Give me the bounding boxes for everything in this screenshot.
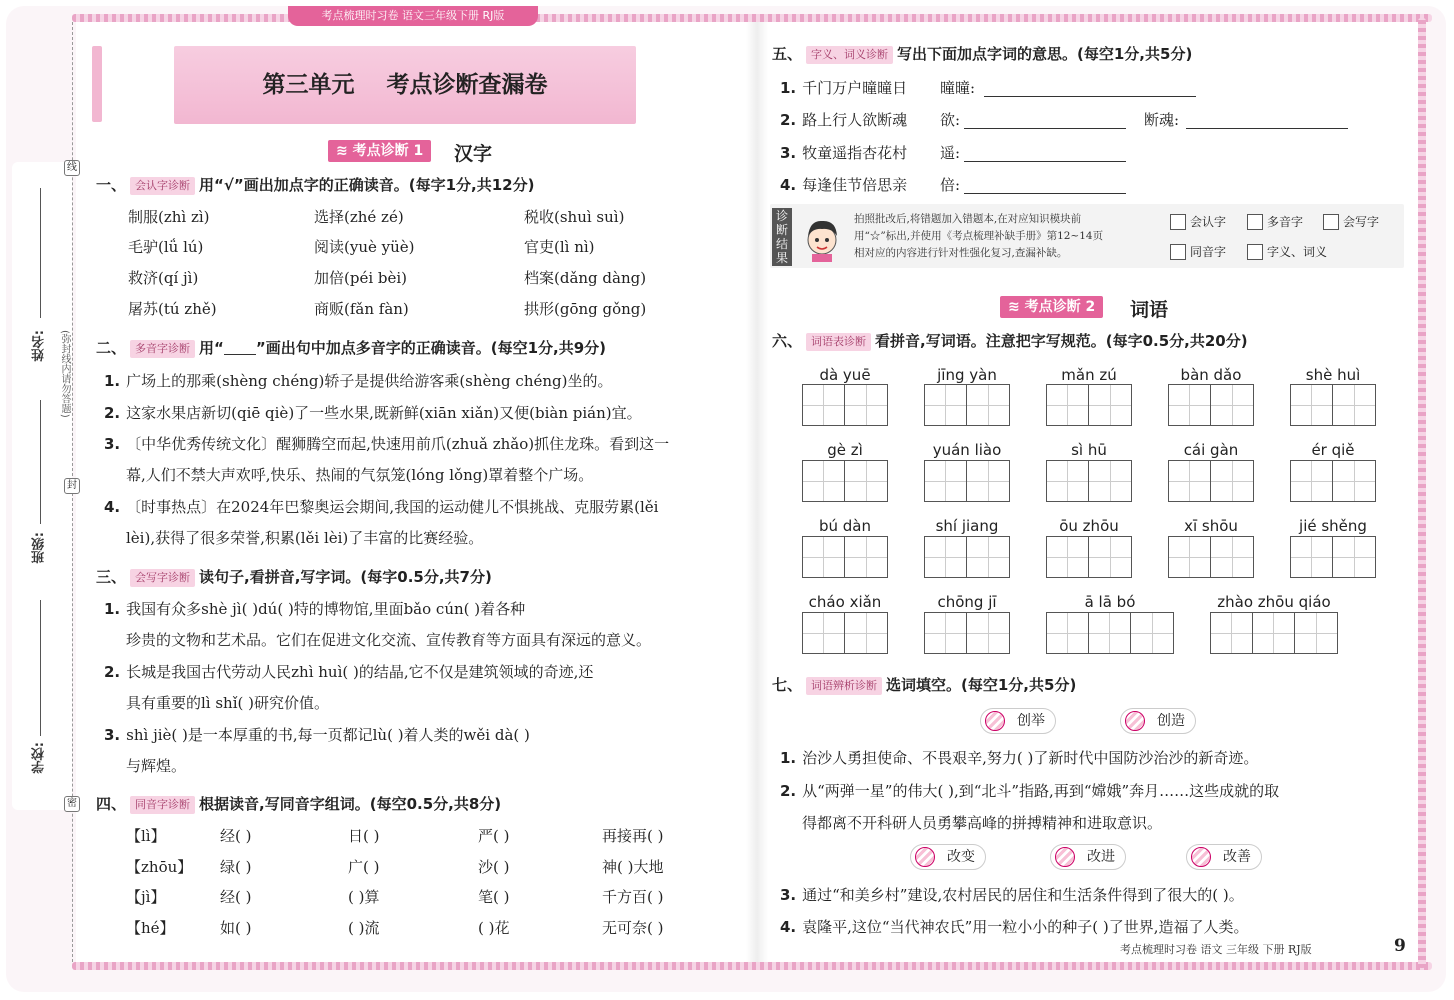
word-option-label: 改变 bbox=[947, 849, 975, 865]
checkbox-label: 同音字 bbox=[1190, 245, 1227, 259]
q7-line-4[interactable] bbox=[780, 917, 1249, 937]
name-label: 姓名: bbox=[32, 330, 47, 362]
q6-pinyin: jié shěng bbox=[1299, 517, 1367, 535]
q3-line-1b: 珍贵的文物和艺术品。它们在促进文化交流、宣传教育等方面具有深远的意义。 bbox=[126, 631, 652, 649]
word-option-label: 创举 bbox=[1017, 713, 1045, 729]
q6-number: 六、 bbox=[772, 332, 803, 350]
q3-tag: 会写字诊断 bbox=[130, 569, 195, 587]
q7-num: 2. bbox=[780, 782, 797, 800]
q4-pinyin: 【lì】 bbox=[126, 827, 166, 845]
q4-blank[interactable]: 如( ) bbox=[220, 919, 252, 937]
binding-mark-secret: 密 bbox=[64, 796, 80, 812]
q1-item[interactable]: 商贩(fǎn fàn) bbox=[314, 300, 409, 318]
q6-pinyin: xī shōu bbox=[1184, 517, 1238, 535]
binding-mark-line: 线 bbox=[64, 160, 80, 176]
q1-item[interactable]: 选择(zhé zé) bbox=[314, 208, 404, 226]
q4-blank[interactable]: 神( )大地 bbox=[602, 858, 664, 876]
q6-pinyin: mǎn zú bbox=[1061, 366, 1117, 384]
q1-item[interactable]: 制服(zhì zì) bbox=[128, 208, 210, 226]
q1-item[interactable]: 官吏(lì nì) bbox=[524, 238, 595, 256]
q7-line-1[interactable] bbox=[780, 748, 1258, 768]
q4-pinyin: 【zhōu】 bbox=[126, 858, 193, 876]
q6-grid[interactable] bbox=[1210, 612, 1338, 654]
q4-blank[interactable]: 严( ) bbox=[478, 827, 510, 845]
word-option-label: 改进 bbox=[1087, 849, 1115, 865]
q3-header bbox=[96, 567, 492, 587]
q5-item-1 bbox=[780, 78, 907, 98]
q7-text: 从“两弹一星”的伟大( ),到“北斗”指路,再到“嫦娥”奔月……这些成就的取 bbox=[802, 782, 1280, 800]
q4-blank[interactable]: 千方百( ) bbox=[602, 888, 664, 906]
q3-line-2[interactable] bbox=[104, 662, 593, 682]
q3-line-3[interactable] bbox=[104, 725, 530, 745]
q1-item[interactable]: 救济(qí jì) bbox=[128, 269, 199, 287]
q1-instruction: 用“√”画出加点字的正确读音。(每字1分,共12分) bbox=[199, 176, 535, 194]
q3-text: 我国有众多shè jì( )dú( )特的博物馆,里面bǎo cún( )着各种 bbox=[126, 600, 526, 618]
q4-blank[interactable]: 再接再( ) bbox=[602, 827, 664, 845]
q6-grid[interactable] bbox=[924, 384, 1010, 426]
q5-label: 曈曈: bbox=[940, 79, 976, 97]
q7-line-3[interactable] bbox=[780, 885, 1244, 905]
q6-tag: 词语表诊断 bbox=[806, 333, 871, 351]
q6-header bbox=[772, 331, 1248, 351]
q5-label: 断魂: bbox=[1144, 111, 1180, 129]
q6-pinyin: yuán liào bbox=[932, 441, 1002, 459]
q5-tag: 字义、词义诊断 bbox=[806, 46, 893, 64]
q4-tag: 同音字诊断 bbox=[130, 796, 195, 814]
q2-number: 二、 bbox=[96, 339, 127, 357]
q2-line-4b[interactable]: lèi),获得了很多荣誉,积累(lěi lèi)了丰富的比赛经验。 bbox=[126, 529, 484, 547]
q4-blank[interactable]: ( )流 bbox=[348, 919, 380, 937]
q2-line-1[interactable] bbox=[104, 371, 613, 391]
q2-instruction-a: 用“ bbox=[199, 339, 224, 357]
q5-num: 2. bbox=[780, 111, 797, 129]
binding-note: (弥封线内请勿答题) bbox=[59, 330, 70, 418]
word-option-gaijin[interactable] bbox=[1050, 844, 1126, 870]
q3-num: 2. bbox=[104, 663, 121, 681]
q7-line-2b: 得都离不开科研人员勇攀高峰的拼搏精神和进取意识。 bbox=[802, 814, 1163, 832]
q7-num: 4. bbox=[780, 918, 797, 936]
q1-item[interactable]: 拱形(gōng gǒng) bbox=[524, 300, 647, 318]
center-fold bbox=[746, 22, 768, 962]
checkbox-box[interactable] bbox=[1323, 214, 1339, 230]
q6-pinyin: shè huì bbox=[1305, 366, 1361, 384]
checkbox-recognize[interactable] bbox=[1170, 213, 1226, 231]
q5-item-2 bbox=[780, 110, 907, 130]
q4-header bbox=[96, 794, 501, 814]
q7-text: 袁隆平,这位“当代神农氏”用一粒小小的种子( )了世界,造福了人类。 bbox=[802, 918, 1249, 936]
ball-icon bbox=[915, 847, 935, 867]
q2-line-3b[interactable]: 幕,人们不禁大声欢呼,快乐、热闹的气氛笼(lóng lǒng)罩着整个广场。 bbox=[126, 466, 594, 484]
title-decoration bbox=[92, 46, 102, 122]
q6-grid[interactable] bbox=[802, 536, 888, 578]
q7-num: 1. bbox=[780, 749, 797, 767]
diagnosis-line: 拍照批改后,将错题加入错题本,在对应知识模块前 bbox=[854, 213, 1082, 225]
q3-text: shì jiè( )是一本厚重的书,每一页都记lù( )着人类的wěi dà( ) bbox=[126, 726, 530, 744]
q6-grid[interactable] bbox=[1168, 536, 1254, 578]
q3-instruction: 读句子,看拼音,写字词。(每字0.5分,共7分) bbox=[199, 568, 492, 586]
class-blank[interactable] bbox=[40, 400, 41, 524]
footer-text: 考点梳理时习卷 语文 三年级 下册 RJ版 bbox=[1120, 943, 1312, 956]
word-option-gaishan[interactable] bbox=[1186, 844, 1262, 870]
q1-item[interactable]: 屠苏(tú zhě) bbox=[128, 300, 217, 318]
word-option-chuangzao[interactable] bbox=[1120, 708, 1196, 734]
q6-pinyin: jīng yàn bbox=[937, 366, 997, 384]
q1-tag: 会认字诊断 bbox=[130, 177, 195, 195]
q4-blank[interactable]: 无可奈( ) bbox=[602, 919, 664, 937]
q6-grid[interactable] bbox=[802, 384, 888, 426]
q3-line-1[interactable] bbox=[104, 599, 525, 619]
q6-pinyin: zhào zhōu qiáo bbox=[1217, 593, 1331, 611]
q4-blank[interactable]: 经( ) bbox=[220, 827, 252, 845]
q6-grid[interactable] bbox=[1046, 460, 1132, 502]
q5-num: 1. bbox=[780, 79, 797, 97]
word-option-gaibian[interactable] bbox=[910, 844, 986, 870]
checkbox-label: 多音字 bbox=[1267, 215, 1304, 229]
diagnosis-line: 用“☆”标出,并使用《考点梳理补缺手册》第12~14页 bbox=[854, 230, 1104, 242]
q6-pinyin: cái gàn bbox=[1183, 441, 1239, 459]
q5-num: 4. bbox=[780, 176, 797, 194]
binding-strip bbox=[12, 162, 72, 810]
school-label: 学校: bbox=[32, 742, 47, 774]
school-blank[interactable] bbox=[40, 600, 41, 736]
q1-header bbox=[96, 175, 534, 195]
q6-pinyin: shí jiang bbox=[935, 517, 999, 535]
q6-pinyin: cháo xiǎn bbox=[808, 593, 882, 611]
q5-item-3 bbox=[780, 143, 907, 163]
q6-grid[interactable] bbox=[1290, 460, 1376, 502]
q1-item[interactable]: 毛驴(lǘ lú) bbox=[128, 238, 204, 256]
q3-text: 长城是我国古代劳动人民zhì huì( )的结晶,它不仅是建筑领域的奇迹,还 bbox=[126, 663, 594, 681]
checkbox-write[interactable] bbox=[1323, 213, 1379, 231]
checkbox-polyphone[interactable] bbox=[1247, 213, 1303, 231]
ball-icon bbox=[1191, 847, 1211, 867]
q1-number: 一、 bbox=[96, 176, 127, 194]
name-blank[interactable] bbox=[40, 188, 41, 318]
q5-answer-blank[interactable] bbox=[1186, 128, 1348, 129]
q4-blank[interactable]: ( )花 bbox=[478, 919, 510, 937]
q6-pinyin: gè zì bbox=[827, 441, 863, 459]
checkbox-homophone[interactable] bbox=[1170, 243, 1226, 261]
q6-grid[interactable] bbox=[1046, 536, 1132, 578]
q1-item[interactable]: 档案(dǎng dàng) bbox=[524, 269, 647, 287]
q4-pinyin: 【jì】 bbox=[126, 888, 166, 906]
q5-phrase: 牧童遥指杏花村 bbox=[802, 144, 908, 162]
q6-grid[interactable] bbox=[1046, 612, 1174, 654]
q4-blank[interactable]: 广( ) bbox=[348, 858, 380, 876]
q7-line-2[interactable] bbox=[780, 781, 1279, 801]
q6-pinyin: ōu zhōu bbox=[1059, 517, 1119, 535]
q6-pinyin: bàn dǎo bbox=[1180, 366, 1242, 384]
section-title-1: 汉字 bbox=[454, 143, 493, 165]
q2-tag: 多音字诊断 bbox=[130, 340, 195, 358]
diagnosis-side-label: 诊断结果 bbox=[772, 208, 792, 266]
q6-grid[interactable] bbox=[1168, 460, 1254, 502]
q2-text: 广场上的那乘(shèng chéng)轿子是提供给游客乘(shèng chéng)坐的。 bbox=[126, 372, 613, 390]
q6-pinyin: ér qiě bbox=[1311, 441, 1355, 459]
q2-text: 这家水果店新切(qiē qiè)了一些水果,既新鲜(xiān xiǎn)又便(biàn pián)宜。 bbox=[126, 404, 642, 422]
q7-tag: 词语辨析诊断 bbox=[806, 677, 882, 695]
q1-item[interactable]: 税收(shuì suì) bbox=[524, 208, 625, 226]
q7-instruction: 选词填空。(每空1分,共5分) bbox=[886, 676, 1077, 694]
checkbox-box[interactable] bbox=[1170, 244, 1186, 260]
q4-blank[interactable]: 绿( ) bbox=[220, 858, 252, 876]
q4-blank[interactable]: ( )算 bbox=[348, 888, 380, 906]
q4-blank[interactable]: 日( ) bbox=[348, 827, 380, 845]
q6-grid[interactable] bbox=[802, 460, 888, 502]
decorative-border-top bbox=[72, 14, 1432, 22]
q6-grid[interactable] bbox=[802, 612, 888, 654]
q6-grid[interactable] bbox=[1168, 384, 1254, 426]
q4-blank[interactable]: 经( ) bbox=[220, 888, 252, 906]
q4-blank[interactable]: 笔( ) bbox=[478, 888, 510, 906]
q2-line-3[interactable] bbox=[104, 434, 669, 454]
ball-icon bbox=[985, 711, 1005, 731]
q6-grid[interactable] bbox=[1290, 536, 1376, 578]
ball-icon bbox=[1125, 711, 1145, 731]
q7-text: 通过“和美乡村”建设,农村居民的居住和生活条件得到了很大的( )。 bbox=[802, 886, 1244, 904]
q3-num: 1. bbox=[104, 600, 121, 618]
q6-grid[interactable] bbox=[924, 536, 1010, 578]
class-label: 班级: bbox=[32, 532, 47, 564]
q3-num: 3. bbox=[104, 726, 121, 744]
q4-number: 四、 bbox=[96, 795, 127, 813]
q4-pinyin: 【hé】 bbox=[126, 919, 175, 937]
section-badge-2: ≋ 考点诊断 2 bbox=[1000, 296, 1103, 318]
word-option-chuangju[interactable] bbox=[980, 708, 1056, 734]
word-option-label: 创造 bbox=[1157, 713, 1185, 729]
title-box bbox=[174, 46, 636, 124]
binding-mark-seal: 封 bbox=[64, 478, 80, 494]
checkbox-box[interactable] bbox=[1170, 214, 1186, 230]
q2-line-2[interactable] bbox=[104, 403, 642, 423]
q5-label: 遥: bbox=[940, 144, 961, 162]
q2-num: 2. bbox=[104, 404, 121, 422]
decorative-border-right bbox=[1418, 18, 1426, 968]
header-banner: 考点梳理时习卷 语文三年级下册 RJ版 bbox=[288, 6, 538, 26]
q4-instruction: 根据读音,写同音字组词。(每空0.5分,共8分) bbox=[199, 795, 502, 813]
section-title-2: 词语 bbox=[1130, 299, 1169, 321]
diagnosis-line: 相对应的内容进行针对性强化复习,查漏补缺。 bbox=[854, 247, 1068, 259]
q3-number: 三、 bbox=[96, 568, 127, 586]
student-avatar-icon bbox=[800, 214, 844, 262]
q2-underline-sample bbox=[224, 354, 256, 355]
q2-num: 3. bbox=[104, 435, 121, 453]
checkbox-meaning[interactable] bbox=[1247, 243, 1327, 261]
q5-phrase: 每逢佳节倍思亲 bbox=[802, 176, 908, 194]
q7-header bbox=[772, 675, 1076, 695]
q2-header bbox=[96, 338, 606, 358]
q5-answer-blank[interactable] bbox=[964, 128, 1126, 129]
q7-num: 3. bbox=[780, 886, 797, 904]
q5-phrase: 千门万户曈曈日 bbox=[802, 79, 908, 97]
q2-num: 1. bbox=[104, 372, 121, 390]
q6-grid[interactable] bbox=[924, 612, 1010, 654]
checkbox-box[interactable] bbox=[1247, 214, 1263, 230]
q1-item[interactable]: 加倍(péi bèi) bbox=[314, 269, 408, 287]
q5-label: 欲: bbox=[940, 111, 961, 129]
q5-answer-blank[interactable] bbox=[964, 161, 1126, 162]
q5-phrase: 路上行人欲断魂 bbox=[802, 111, 908, 129]
checkbox-label: 会写字 bbox=[1343, 215, 1380, 229]
q5-answer-blank[interactable] bbox=[964, 193, 1126, 194]
q2-line-4[interactable] bbox=[104, 497, 658, 517]
q2-text: 〔中华优秀传统文化〕醒狮腾空而起,快速用前爪(zhuǎ zhǎo)抓住龙珠。看到这一 bbox=[126, 435, 670, 453]
ball-icon bbox=[1055, 847, 1075, 867]
q5-number: 五、 bbox=[772, 45, 803, 63]
q7-number: 七、 bbox=[772, 676, 803, 694]
q5-num: 3. bbox=[780, 144, 797, 162]
section-badge-1: ≋ 考点诊断 1 bbox=[328, 140, 431, 162]
q6-pinyin: chōng jī bbox=[937, 593, 997, 611]
q6-grid[interactable] bbox=[924, 460, 1010, 502]
q6-grid[interactable] bbox=[1290, 384, 1376, 426]
q1-item[interactable]: 阅读(yuè yüè) bbox=[314, 238, 415, 256]
q5-header bbox=[772, 44, 1192, 64]
q6-pinyin: sì hū bbox=[1071, 441, 1107, 459]
q7-text: 治沙人勇担使命、不畏艰辛,努力( )了新时代中国防沙治沙的新奇迹。 bbox=[802, 749, 1259, 767]
page-number: 9 bbox=[1394, 936, 1406, 956]
checkbox-label: 字义、词义 bbox=[1267, 245, 1328, 259]
q6-grid[interactable] bbox=[1046, 384, 1132, 426]
decorative-border-bottom bbox=[72, 962, 1432, 970]
q5-answer-blank[interactable] bbox=[984, 96, 1196, 97]
q6-pinyin: ā lā bó bbox=[1084, 593, 1136, 611]
q3-line-2b[interactable]: 具有重要的lì shǐ( )研究价值。 bbox=[126, 694, 329, 712]
diagnosis-text bbox=[854, 211, 1103, 262]
checkbox-box[interactable] bbox=[1247, 244, 1263, 260]
q2-num: 4. bbox=[104, 498, 121, 516]
page-title: 第三单元 考点诊断查漏卷 bbox=[262, 72, 548, 98]
q2-instruction-b: ”画出句中加点多音字的正确读音。(每空1分,共9分) bbox=[255, 339, 607, 357]
q6-instruction: 看拼音,写词语。注意把字写规范。(每字0.5分,共20分) bbox=[875, 332, 1248, 350]
q5-instruction: 写出下面加点字词的意思。(每空1分,共5分) bbox=[897, 45, 1193, 63]
q4-blank[interactable]: 沙( ) bbox=[478, 858, 510, 876]
q5-label: 倍: bbox=[940, 176, 961, 194]
q3-line-3b: 与辉煌。 bbox=[126, 757, 187, 775]
q6-pinyin: dà yuē bbox=[819, 366, 871, 384]
q2-text: 〔时事热点〕在2024年巴黎奥运会期间,我国的运动健儿不惧挑战、克服劳累(lěi bbox=[126, 498, 659, 516]
checkbox-label: 会认字 bbox=[1190, 215, 1227, 229]
q5-item-4 bbox=[780, 175, 907, 195]
q6-pinyin: bú dàn bbox=[818, 517, 872, 535]
word-option-label: 改善 bbox=[1223, 849, 1251, 865]
